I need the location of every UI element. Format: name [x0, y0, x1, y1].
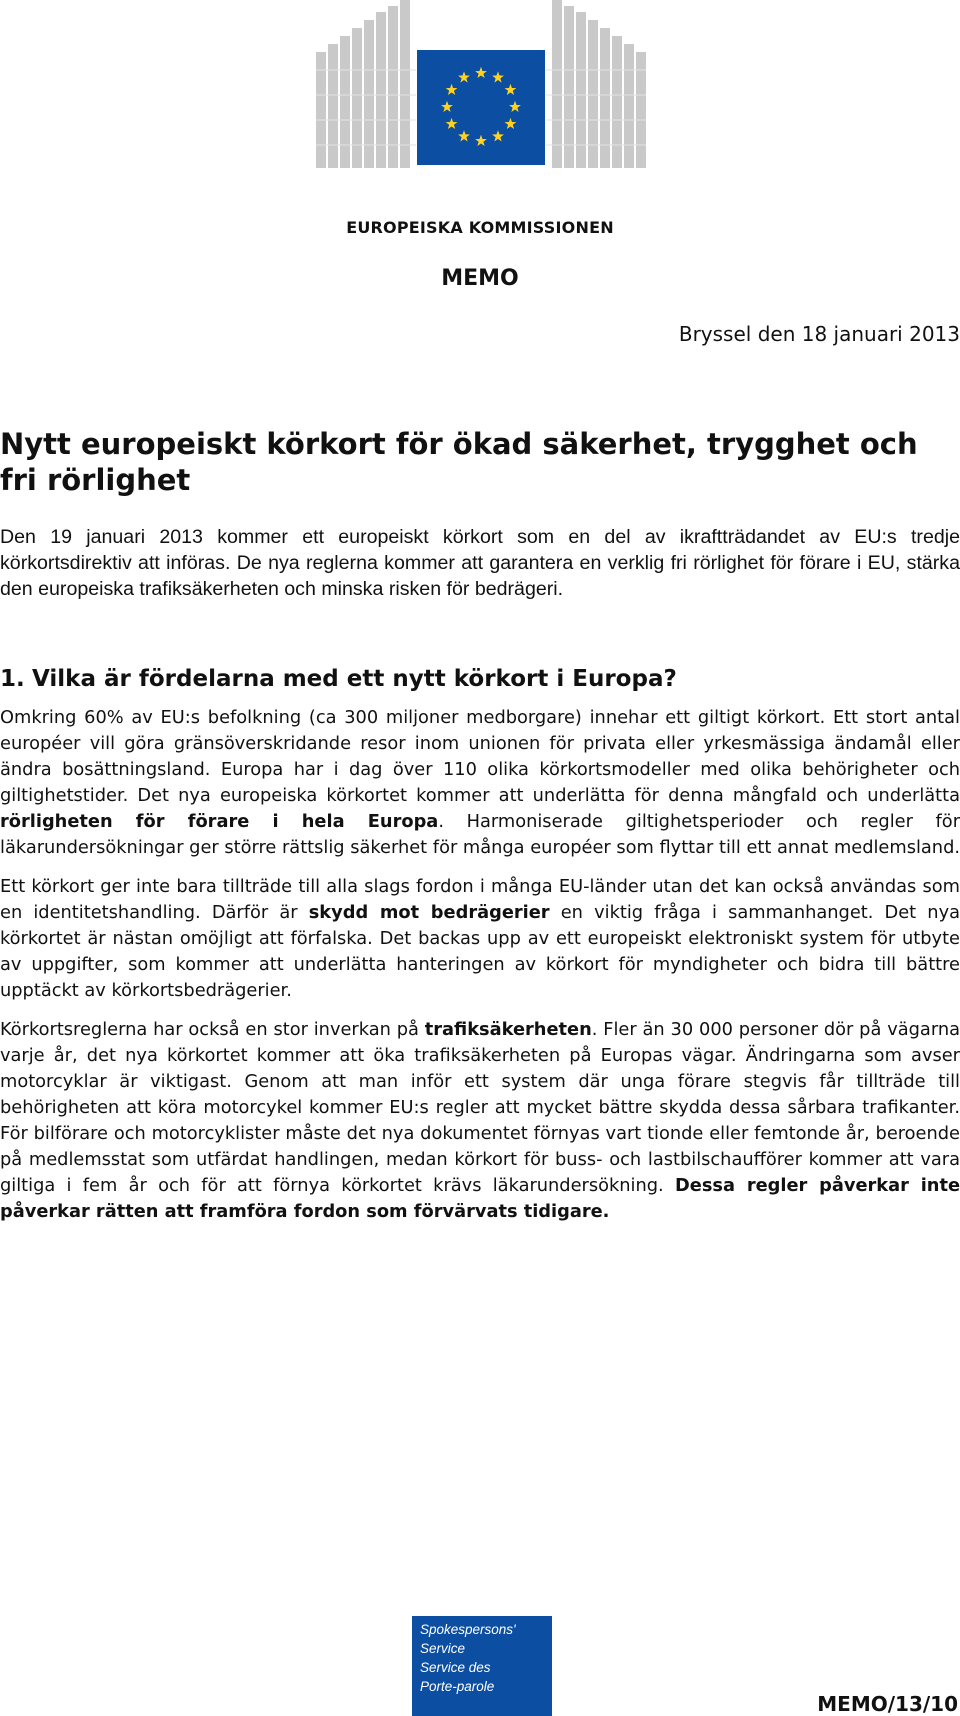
lead-paragraph: Den 19 januari 2013 kommer ett europeiskt körkort som en del av ikraftträdandet av EU:s tredje körkortsdirektiv att införas. De nya reglerna kommer att garantera en verklig fri rörlighet för förare i EU, stärka den europeiska trafiksäkerheten och minska risken för bedrägeri.: [0, 526, 960, 600]
paragraph-safety: [0, 1017, 960, 1225]
emphasis-text: skydd mot bedrägerier: [308, 902, 550, 923]
section-title-text: Vilka är fördelarna med ett nytt körkort i Europa?: [32, 666, 677, 692]
paragraph-mobility: [0, 705, 960, 861]
body-text: [0, 705, 960, 1238]
emphasis-text: trafiksäkerheten: [424, 1019, 592, 1040]
memo-reference: MEMO/13/10: [817, 1692, 958, 1716]
paragraph-text: . Fler än 30 000 personer dör på vägarna varje år, det nya körkortet kommer att öka trafiksäkerheten på Europas vägar. Ändringarna som avser motorcyklar är viktigast. Genom att man inför ett system där unga förare stegvis får tillträde till behörigheten att köra motorcykel kommer EU:s regler att mycket bättre skydda dessa sårbara trafikanter. För bilförare och motorcyklister måste det nya dokumentet förnyas vart tionde eller femtonde år, beroende på medlemsstat som utfärdat handlingen, medan körkort för buss- och lastbilschaufförer kommer att vara giltiga i fem år och för att förnya körkortet krävs läkarundersökning.: [0, 1019, 960, 1196]
organization-name: EUROPEISKA KOMMISSIONEN: [346, 218, 614, 237]
paragraph-fraud: [0, 874, 960, 1004]
paragraph-text: Ett körkort ger inte bara tillträde till alla slags fordon i många EU-länder utan det kan också användas som en identitetshandling. Därför är: [0, 876, 960, 923]
emphasis-text: rörligheten för förare i hela Europa: [0, 811, 439, 832]
page-title: Nytt europeiskt körkort för ökad säkerhet, trygghet och fri rörlighet: [0, 427, 918, 497]
european-commission-logo-icon: [316, 0, 646, 168]
paragraph-text: Omkring 60% av EU:s befolkning (ca 300 miljoner medborgare) innehar ett giltigt körkort. Ett stort antal européer vill göra gränsöverskridande resor inom unionen för privata eller yrkesmässiga ändamål eller ändra bosättningsland. Europa har i dag över 110 olika körkortsmodeller med olika behörigheter och giltighetstider. Det nya europeiska körkortet kommer att underlätta för denna mångfald och underlätta: [0, 707, 960, 806]
logo-line: Service: [420, 1641, 466, 1656]
section-number: 1.: [0, 666, 25, 692]
memo-date: Bryssel den 18 januari 2013: [678, 322, 960, 346]
paragraph-text: . Harmoniserade giltighetsperioder och regler för läkarundersökningar ger större rättslig säkerhet för många européer som flyttar till ett annat medlemsland.: [0, 811, 960, 858]
emphasis-text: Dessa regler påverkar inte påverkar rätten att framföra fordon som förvärvats tidigare.: [0, 1175, 960, 1222]
paragraph-text: Körkortsreglerna har också en stor inverkan på: [0, 1019, 425, 1040]
document-type: MEMO: [441, 266, 519, 291]
logo-line: Service des: [420, 1660, 491, 1675]
paragraph-text: en viktig fråga i sammanhanget. Det nya körkortet är nästan omöjligt att förfalska. Det backas upp av ett europeiskt elektroniskt system för utbyte av uppgifter, som kommer att underlätta hanteringen av körkort för myndigheter och bidra till bättre upptäckt av körkortsbedrägerier.: [0, 902, 960, 1001]
spokespersons-service-logo-icon: [412, 1616, 552, 1716]
section-heading: [0, 664, 960, 694]
logo-line: Spokespersons': [420, 1622, 516, 1637]
logo-line: Porte-parole: [420, 1679, 495, 1694]
